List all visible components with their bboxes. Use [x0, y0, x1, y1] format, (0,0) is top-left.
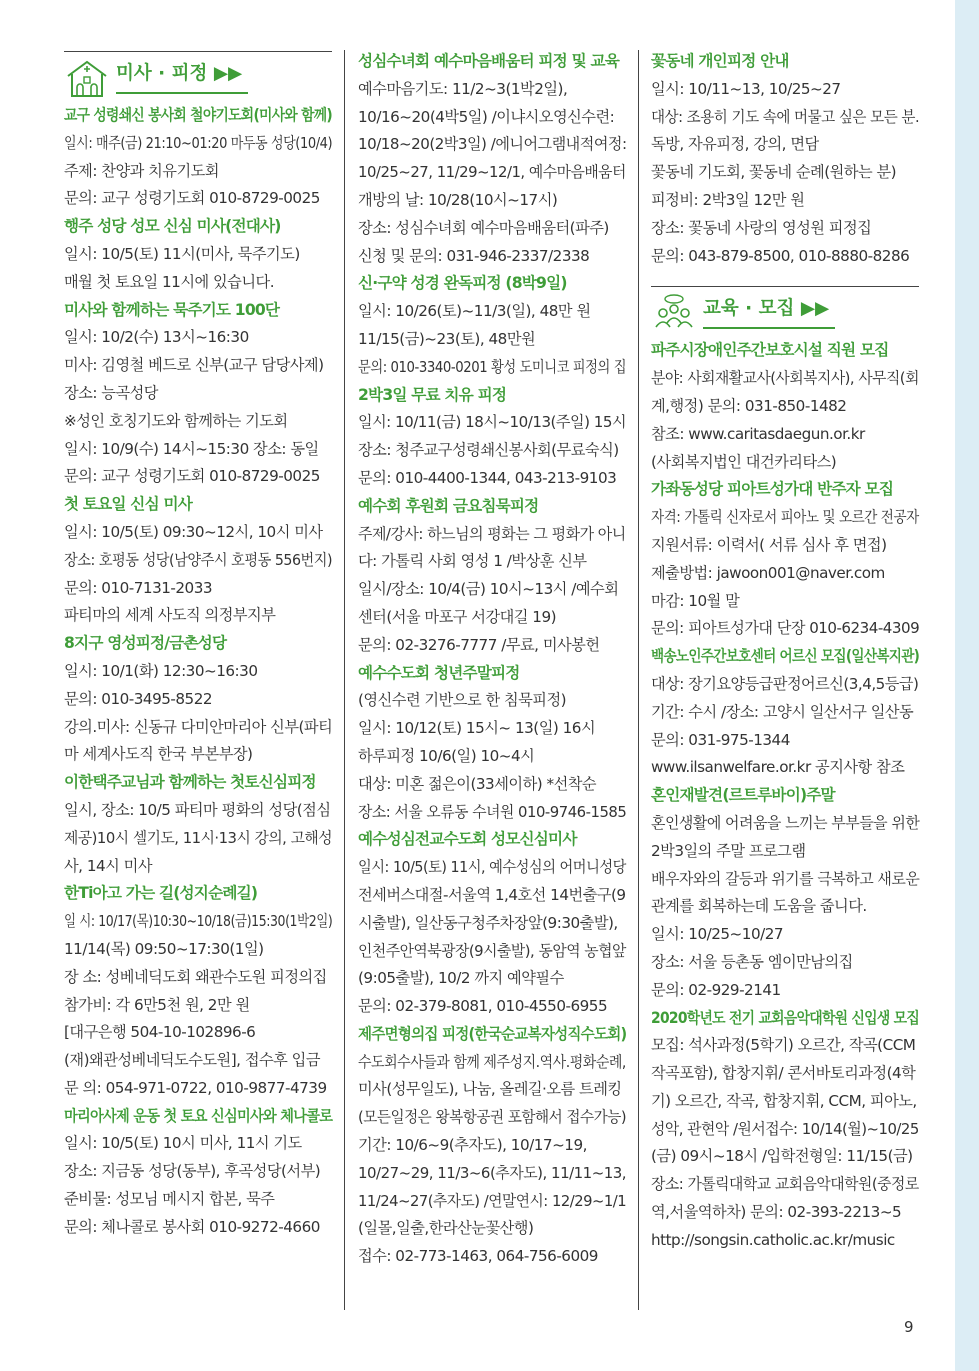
item-line: 역,서울역하차) 문의: 02-393-2213~5 [651, 1203, 902, 1222]
item-line: 자격: 가톨릭 신자로서 피아노 및 오르간 전공자 [651, 508, 919, 527]
item-title: 미사와 함께하는 묵주기도 100단 [64, 300, 280, 319]
item-title: 혼인재발견(르트루바이)주말 [651, 786, 835, 805]
item-line: 마감: 10월 말 [651, 591, 740, 610]
column-2-lines [358, 48, 626, 1271]
item-line: 예수마음기도: 11/2~3(1박2일), [358, 79, 568, 98]
item-line: (9:05출발), 10/2 까지 예약필수 [358, 969, 564, 988]
item-line: 장소: 성심수녀회 예수마음배움터(파주) [358, 218, 609, 237]
column-2 [358, 48, 626, 1271]
item-line: 성악, 관현악 /원서접수: 10/14(월)~10/25 [651, 1119, 919, 1138]
item-title: 2020학년도 전기 교회음악대학원 신입생 모집 [651, 1008, 920, 1027]
item-line: 미사(성무일도), 나눔, 올레길·오름 트레킹 [358, 1080, 622, 1099]
item-line: 제공)10시 셀기도, 11시·13시 강의, 고해성 [64, 828, 333, 847]
item-line: 장소: 가톨릭대학교 교회음악대학원(중정로 [651, 1175, 919, 1194]
column-divider [638, 50, 639, 1310]
item-line: 일시: 10/12(토) 15시~ 13(일) 16시 [358, 719, 596, 738]
item-title: 예수성심전교수도회 성모신심미사 [358, 830, 577, 849]
item-line: (재)왜관성베네딕도수도원], 접수후 입금 [64, 1051, 320, 1070]
item-line: 문의: 02-929-2141 [651, 980, 781, 999]
item-line: 문의: 031-975-1344 [651, 730, 790, 749]
column-1 [64, 48, 332, 1242]
item-line: 문의: 010-3495-8522 [64, 689, 213, 708]
item-title: 이한택주교님과 함께하는 첫토신심피정 [64, 773, 316, 792]
item-line: 매월 첫 토요일 11시에 있습니다. [64, 272, 275, 291]
people-group-icon [651, 293, 697, 333]
item-line: 11/15(금)~23(토), 48만원 [358, 329, 536, 348]
item-line: 계,행정) 문의: 031-850-1482 [651, 396, 847, 415]
section-title: 미사 · 피정 ▶▶ [116, 63, 243, 84]
item-line: 장소: 호평동 성당(남양주시 호평동 556번지) [64, 550, 333, 569]
item-line: 문의: 010-3340-0201 황성 도미니코 피정의 집 [358, 357, 627, 376]
item-line: 독방, 자유피정, 강의, 면담 [651, 135, 819, 154]
item-line: 수도회수사들과 함께 제주성지.역사.평화순례, [358, 1052, 626, 1071]
item-line: 문의: 02-379-8081, 010-4550-6955 [358, 997, 608, 1016]
section-underline [703, 327, 835, 329]
item-title: 한Ti아고 가는 길(성지순례길) [64, 884, 258, 903]
page-edge-band [955, 0, 979, 1371]
item-line: 개방의 날: 10/28(10시~17시) [358, 190, 558, 209]
item-line: 일시/장소: 10/4(금) 10시~13시 /예수회 [358, 580, 619, 599]
item-line: 문의: 피아트성가대 단장 010-6234-4309 [651, 619, 920, 638]
item-line: 신청 및 문의: 031-946-2337/2338 [358, 246, 590, 265]
item-line: www.ilsanwelfare.or.kr 공지사항 참조 [651, 758, 905, 777]
item-line: (모든일정은 왕복항공권 포함해서 접수가능) [358, 1108, 627, 1127]
item-line: 미사: 김영철 베드로 신부(교구 담당사제) [64, 356, 324, 375]
item-line: 지원서류: 이력서( 서류 심사 후 면접) [651, 535, 887, 554]
item-line: 문의: 043-879-8500, 010-8880-8286 [651, 246, 910, 265]
item-line: 다: 가톨릭 사회 영성 1 /박상훈 신부 [358, 552, 587, 571]
church-icon [64, 58, 110, 98]
column-divider [344, 50, 345, 1310]
section-rule [651, 286, 919, 287]
item-line: 일 시: 10/17(목)10:30~10/18(금)15:30(1박2일) [64, 912, 333, 931]
item-title: 파주시장애인주간보호시설 직원 모집 [651, 341, 889, 360]
item-line: 기간: 수시 /장소: 고양시 일산서구 일산동 [651, 702, 914, 721]
column-3 [651, 48, 919, 1255]
item-line: 문의: 02-3276-7777 /무료, 미사봉헌 [358, 635, 600, 654]
item-title: 성심수녀회 예수마음배움터 피정 및 교육 [358, 52, 619, 70]
item-line: 장 소: 성베네딕도회 왜관수도원 피정의집 [64, 967, 327, 986]
item-line: 문의: 교구 성령기도회 010-8729-0025 [64, 189, 320, 208]
item-line: 모집: 석사과정(5학기) 오르간, 작곡(CCM [651, 1036, 916, 1055]
item-title: 행주 성당 성모 신심 미사(전대사) [64, 217, 281, 236]
item-title: 꽃동네 개인피정 안내 [651, 52, 789, 70]
item-line: 문의: 010-7131-2033 [64, 578, 213, 597]
item-line: 일시: 10/26(토)~11/3(일), 48만 원 [358, 302, 591, 321]
item-line: 2박3일의 주말 프로그램 [651, 841, 806, 860]
item-line: 준비물: 성모님 메시지 합본, 묵주 [64, 1190, 275, 1209]
item-title: 신·구약 성경 완독피정 (8박9일) [358, 274, 567, 293]
item-title: 교구 성령쇄신 봉사회 철야기도회(미사와 함께) [64, 106, 333, 124]
item-line: 문의: 체나콜로 봉사회 010-9272-4660 [64, 1217, 320, 1236]
column-1-lines [64, 102, 332, 1242]
page-number: 9 [904, 1318, 914, 1336]
item-line: 일시: 10/9(수) 14시~15:30 장소: 동일 [64, 439, 319, 458]
item-line: 문의: 교구 성령기도회 010-8729-0025 [64, 467, 320, 486]
item-line: 일시: 매주(금) 21:10~01:20 마두동 성당(10/4) [64, 133, 333, 152]
section-header-mass-retreat [64, 48, 332, 102]
item-line: 접수: 02-773-1463, 064-756-6009 [358, 1247, 598, 1266]
item-line: [대구은행 504-10-102896-6 [64, 1023, 256, 1042]
item-title: 마리아사제 운동 첫 토요 신심미사와 체나콜로 [64, 1106, 333, 1125]
item-line: 일시: 10/5(토) 11시(미사, 묵주기도) [64, 244, 300, 263]
item-line: 일시: 10/2(수) 13시~16:30 [64, 328, 249, 347]
section-rule [64, 51, 332, 52]
item-line: 기) 오르간, 작곡, 합창지휘, CCM, 피아노, [651, 1091, 917, 1110]
item-line: 참조: www.caritasdaegun.or.kr [651, 424, 865, 443]
item-line: 마 세계사도직 한국 부본부장) [64, 745, 253, 764]
item-line: 일시: 10/5(토) 10시 미사, 11시 기도 [64, 1134, 302, 1153]
item-line: (사회복지법인 대건카리타스) [651, 452, 837, 471]
item-line: 하루피정 10/6(일) 10~4시 [358, 746, 535, 765]
item-line: 분야: 사회재활교사(사회복지사), 사무직(회 [651, 369, 919, 388]
item-line: 장소: 지금동 성당(동부), 후곡성당(서부) [64, 1162, 321, 1181]
column-3-lines-top [651, 48, 919, 270]
item-line: 일시: 10/5(토) 09:30~12시, 10시 미사 [64, 522, 323, 541]
item-line: 인천주안역북광장(9시출발), 동암역 농협앞 [358, 941, 626, 960]
item-line: 배우자와의 갈등과 위기를 극복하고 새로운 [651, 869, 920, 888]
column-3-lines-bottom [651, 337, 919, 1254]
item-title: 2박3일 무료 치유 피정 [358, 385, 507, 404]
item-line: 장소: 서울 오류동 수녀원 010-9746-1585 [358, 802, 627, 821]
item-line: ※성인 호칭기도와 함께하는 기도회 [64, 411, 288, 430]
item-line: 일시: 10/11(금) 18시~10/13(주일) 15시 [358, 413, 627, 432]
item-line: 장소: 능곡성당 [64, 383, 158, 402]
item-title: 예수수도회 청년주말피정 [358, 663, 520, 682]
item-line: 사, 14시 미사 [64, 856, 152, 875]
section-header-education-recruit [651, 283, 919, 337]
section-underline [116, 92, 248, 94]
item-line: 제출방법: jawoon001@naver.com [651, 563, 885, 582]
item-line: 10/27~29, 11/3~6(추자도), 11/11~13, [358, 1163, 627, 1182]
item-title: 첫 토요일 신심 미사 [64, 495, 192, 514]
item-line: 시출발), 일산동구청주차장앞(9:30출발), [358, 913, 618, 932]
item-line: 일시: 10/25~10/27 [651, 925, 784, 944]
item-line: 문 의: 054-971-0722, 010-9877-4739 [64, 1078, 327, 1097]
item-line: 참가비: 각 6만5천 원, 2만 원 [64, 995, 250, 1014]
item-line: 일시, 장소: 10/5 파티마 평화의 성당(점심 [64, 800, 331, 819]
item-line: 10/16~20(4박5일) /이냐시오영신수련: [358, 107, 615, 126]
item-title: 가좌동성당 피아트성가대 반주자 모집 [651, 480, 894, 499]
item-line: 일시: 10/5(토) 11시, 예수성심의 어머니성당 [358, 858, 626, 877]
item-line: (금) 09시~18시 /입학전형일: 11/15(금) [651, 1147, 913, 1166]
item-line: 10/18~20(2박3일) /에니어그램내적여정: [358, 135, 627, 154]
item-line: 센터(서울 마포구 서강대길 19) [358, 607, 557, 626]
item-line: 강의.미사: 신동규 다미안마리아 신부(파티 [64, 717, 333, 736]
item-title: 백송노인주간보호센터 어르신 모집(일산복지관) [651, 647, 920, 666]
item-line: (일몰,일출,한라산눈꽃산행) [358, 1219, 534, 1238]
section-title: 교육 · 모집 ▶▶ [703, 298, 830, 320]
item-line: 작곡포함), 합창지휘/ 콘서바토리과정(4학 [651, 1064, 916, 1083]
item-line: 10/25~27, 11/29~12/1, 예수마음배움터 [358, 163, 626, 182]
item-title: 제주면형의집 피정(한국순교복자성직수도회) [358, 1024, 627, 1043]
item-line: 피정비: 2박3일 12만 원 [651, 190, 805, 209]
item-line: 주제/강사: 하느님의 평화는 그 평화가 아니 [358, 524, 626, 543]
item-line: 장소: 꽃동네 사랑의 영성원 피정집 [651, 218, 872, 237]
item-line: 대상: 미혼 젊은이(33세이하) *선착순 [358, 774, 597, 793]
item-line: 혼인생활에 어려움을 느끼는 부부들을 위한 [651, 813, 920, 832]
item-line: 전세버스대절-서울역 1,4호선 14번출구(9 [358, 885, 626, 904]
item-line: 11/14(목) 09:50~17:30(1일) [64, 939, 264, 958]
item-line: 일시: 10/11~13, 10/25~27 [651, 79, 841, 98]
item-line: 일시: 10/1(화) 12:30~16:30 [64, 661, 258, 680]
item-line: 11/24~27(추자도) /연말연시: 12/29~1/1 [358, 1191, 627, 1210]
item-line: 문의: 010-4400-1344, 043-213-9103 [358, 468, 617, 487]
item-line: 주제: 찬양과 치유기도회 [64, 161, 219, 180]
item-line: 꽃동네 기도회, 꽃동네 순례(원하는 분) [651, 163, 897, 182]
item-line: 대상: 장기요양등급판정어르신(3,4,5등급) [651, 674, 919, 693]
item-line: 장소: 청주교구성령쇄신봉사회(무료숙식) [358, 441, 619, 460]
item-line: 기간: 10/6~9(추자도), 10/17~19, [358, 1136, 587, 1155]
item-line: 장소: 서울 등촌동 엠이만남의집 [651, 952, 853, 971]
item-line: (영신수련 기반으로 한 침묵피정) [358, 691, 567, 710]
item-line: 대상: 조용히 기도 속에 머물고 싶은 모든 분. [651, 107, 920, 126]
item-line: http://songsin.catholic.ac.kr/music [651, 1230, 895, 1249]
item-title: 8지구 영성피정/금촌성당 [64, 634, 227, 653]
item-line: 관계를 회복하는데 도움을 줍니다. [651, 897, 867, 916]
item-line: 파티마의 세계 사도직 의정부지부 [64, 606, 276, 625]
item-title: 예수회 후원회 금요침묵피정 [358, 496, 539, 515]
